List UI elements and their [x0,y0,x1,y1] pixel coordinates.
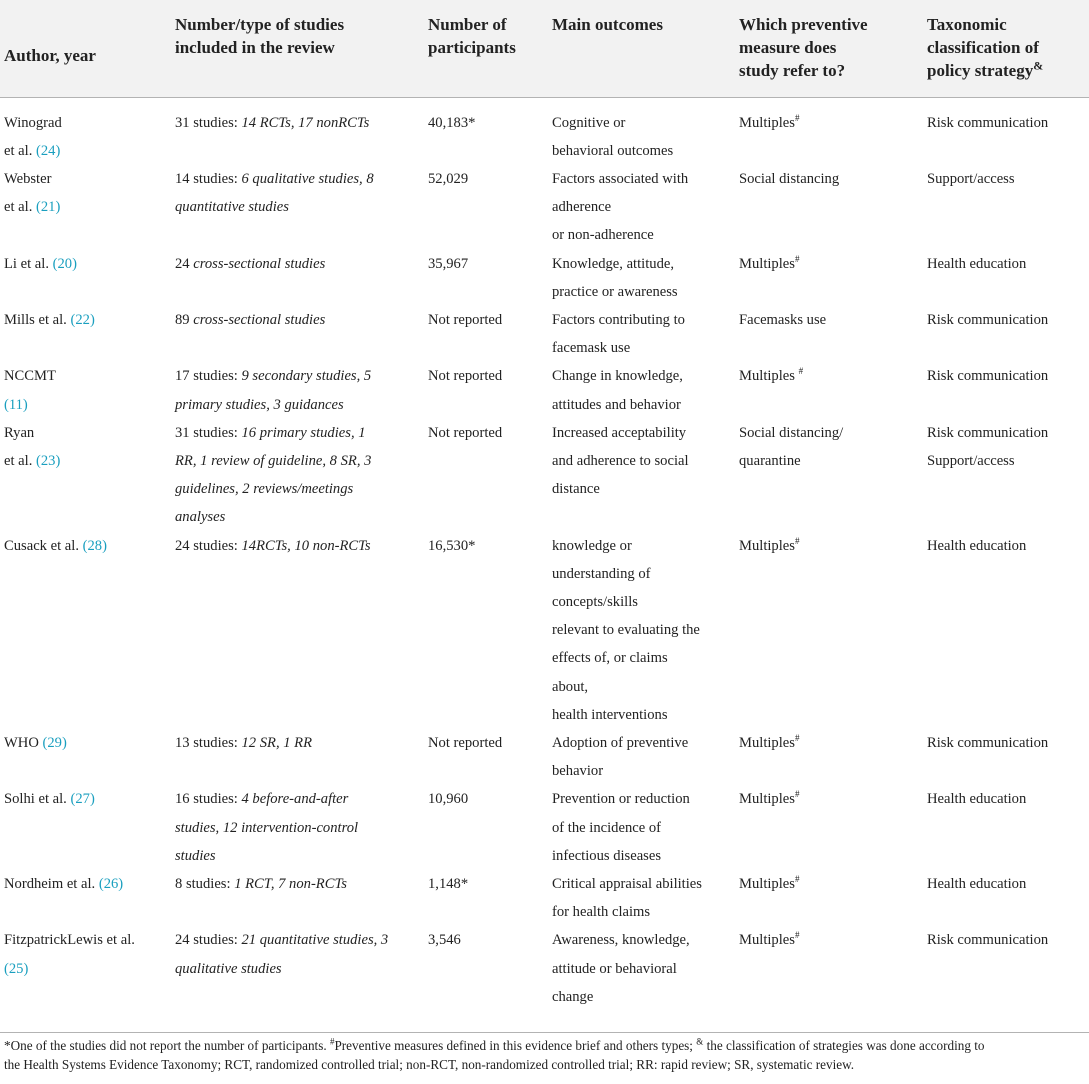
table-footnote: *One of the studies did not report the number of participants. #Preventive measures defined in this evidence brief and others types; & the classification of strategies was done according to the Health Systems Evidence Taxonomy; RCT, randomized controlled trial; non-RCT, non-randomized controlled trial; RR: rapid review; SR, systematic review. [4,1036,985,1072]
studies-count: 24 studies: [175,537,242,554]
studies-count: 31 studies: [175,114,242,131]
cell-studies [171,729,424,785]
studies-types: guidelines, 2 reviews/meetings [175,481,354,498]
table-row [0,165,1089,250]
measure-footnote-mark: # [794,874,800,885]
header-row [0,0,1089,97]
measure-footnote-mark: # [794,535,800,546]
studies-types: 9 secondary studies, 5 [241,368,372,385]
cell-author [0,165,171,250]
outcome-line: practice or awareness [552,283,678,300]
outcome-line: adherence [552,199,612,216]
cell-participants: Not reported [428,311,503,328]
measure-text: Social distancing [739,170,840,187]
taxonomy-line: Risk communication [927,311,1049,328]
cell-participants: 52,029 [428,170,469,187]
cell-studies [171,870,424,926]
outcome-line: Critical appraisal abilities [552,875,702,892]
cell-studies [171,306,424,362]
author-text: Winograd [4,114,62,131]
table-row [0,870,1089,926]
cell-studies [171,532,424,729]
cell-author [0,870,171,926]
cell-outcomes [548,306,735,362]
studies-types: RR, 1 review of guideline, 8 SR, 3 [175,452,372,469]
outcome-line: effects of, or claims [552,650,668,667]
table-row [0,250,1089,306]
cell-taxonomy [923,362,1089,418]
table-row [0,785,1089,870]
cell-participants: 40,183* [428,114,476,131]
cell-outcomes [548,532,735,729]
outcome-line: Knowledge, attitude, [552,255,674,272]
cell-participants: Not reported [428,424,503,441]
studies-count: 24 [175,255,194,272]
measure-footnote-mark: # [794,733,800,744]
author-text: Mills et al. [4,311,71,328]
cell-outcomes [548,785,735,870]
measure-text: Multiples [739,255,795,272]
cell-taxonomy [923,729,1089,785]
studies-types: analyses [175,509,226,526]
taxonomy-line: Risk communication [927,424,1049,441]
cell-author [0,250,171,306]
header-studies: Number/type of studies included in the review [171,0,424,97]
measure-text: Multiples [739,791,795,808]
measure-text: Multiples [739,537,795,554]
outcome-line: Increased acceptability [552,424,687,441]
cell-taxonomy [923,165,1089,250]
outcome-line: Prevention or reduction [552,791,690,808]
taxonomy-line: Health education [927,875,1027,892]
author-text: et al. [4,142,37,159]
outcome-line: facemask use [552,340,631,357]
outcome-line: change [552,988,594,1005]
cell-measure [735,362,923,418]
author-text: Cusack et al. [4,537,83,554]
cell-author [0,926,171,1017]
measure-text: Facemasks use [739,311,827,328]
table-row [0,926,1089,1017]
taxonomy-line: Support/access [927,452,1015,469]
studies-types: 1 RCT, 7 non-RCTs [234,875,347,892]
reference-link[interactable]: (26) [98,875,124,892]
studies-types: cross-sectional studies [193,255,326,272]
outcome-line: behavioral outcomes [552,142,674,159]
cell-participants: 35,967 [428,255,469,272]
measure-footnote-mark: # [794,253,800,264]
measure-text: Multiples [739,114,795,131]
outcome-line: Adoption of preventive [552,734,689,751]
author-text: WHO [4,734,43,751]
studies-types: studies [175,847,216,864]
measure-line: Social distancing/ [739,424,844,441]
studies-types: studies, 12 intervention-control [175,819,359,836]
taxonomy-line: Support/access [927,170,1015,187]
cell-taxonomy [923,97,1089,165]
studies-types: 6 qualitative studies, 8 [241,170,374,187]
cell-author [0,729,171,785]
cell-outcomes [548,419,735,532]
outcome-line: Factors contributing to [552,311,685,328]
cell-measure [735,729,923,785]
studies-count: 17 studies: [175,368,242,385]
cell-measure [735,870,923,926]
reference-link[interactable]: (27) [70,791,95,808]
outcome-line: relevant to evaluating the [552,622,700,639]
outcome-line: about, [552,678,589,695]
cell-outcomes [548,165,735,250]
studies-count: 16 studies: [175,791,242,808]
taxonomy-line: Health education [927,255,1027,272]
cell-author [0,785,171,870]
outcome-line: of the incidence of [552,819,661,836]
outcome-line: Awareness, knowledge, [552,932,690,949]
outcome-line: and adherence to social [552,452,689,469]
outcome-line: health interventions [552,706,668,723]
cell-outcomes [548,250,735,306]
measure-footnote-mark: # [794,930,800,941]
author-text: Webster [4,170,52,187]
author-text: FitzpatrickLewis et al. [4,932,135,949]
cell-author [0,419,171,532]
reference-link[interactable]: (29) [42,734,67,751]
reference-link[interactable]: (22) [70,311,95,328]
studies-count: 13 studies: [175,734,242,751]
author-text: NCCMT [4,368,56,385]
cell-measure [735,306,923,362]
header-author: Author, year [0,0,171,97]
cell-measure [735,532,923,729]
taxonomy-line: Health education [927,537,1027,554]
cell-outcomes [548,97,735,165]
outcome-line: or non-adherence [552,227,654,244]
reference-link[interactable]: (11) [4,396,28,413]
studies-count: 31 studies: [175,424,242,441]
reference-link[interactable]: (20) [52,255,77,272]
outcome-line: knowledge or [552,537,632,554]
taxonomy-line: Risk communication [927,114,1049,131]
studies-count: 8 studies: [175,875,235,892]
studies-count: 14 studies: [175,170,242,187]
cell-taxonomy [923,419,1089,532]
cell-studies [171,250,424,306]
measure-text: Multiples [739,368,799,385]
studies-types: 4 before-and-after [241,791,349,808]
outcome-line: attitudes and behavior [552,396,681,413]
author-text: Li et al. [4,255,53,272]
taxonomy-line: Health education [927,791,1027,808]
outcome-line: Factors associated with [552,170,689,187]
cell-studies [171,785,424,870]
author-text: et al. [4,199,37,216]
cell-outcomes [548,362,735,418]
taxonomy-line: Risk communication [927,734,1049,751]
measure-footnote-mark: # [798,366,804,377]
header-taxonomy: Taxonomic classification of policy strategy& [923,0,1089,97]
cell-outcomes [548,870,735,926]
author-text: Solhi et al. [4,791,71,808]
cell-measure [735,926,923,1017]
cell-taxonomy [923,785,1089,870]
outcome-line: attitude or behavioral [552,960,677,977]
table-row [0,729,1089,785]
cell-author [0,306,171,362]
header-outcomes: Main outcomes [548,0,735,97]
cell-author [0,97,171,165]
outcome-line: infectious diseases [552,847,662,864]
table-row [0,532,1089,729]
outcome-line: understanding of [552,565,651,582]
outcome-line: for health claims [552,904,651,921]
cell-outcomes [548,729,735,785]
table-row [0,306,1089,362]
studies-types: quantitative studies [175,199,289,216]
table-row [0,97,1089,165]
measure-line: quarantine [739,452,801,469]
studies-types: 16 primary studies, 1 [241,424,366,441]
author-text: Nordheim et al. [4,875,99,892]
studies-count: 89 [175,311,194,328]
studies-types: 14RCTs, 10 non-RCTs [241,537,371,554]
cell-taxonomy [923,926,1089,1017]
table-row [0,362,1089,418]
cell-taxonomy [923,532,1089,729]
reference-link[interactable]: (24) [36,142,61,159]
cell-participants: 3,546 [428,932,461,949]
header-participants: Number of participants [424,0,548,97]
cell-measure [735,419,923,532]
studies-types: qualitative studies [175,960,282,977]
studies-types: 21 quantitative studies, 3 [241,932,389,949]
measure-footnote-mark: # [794,789,800,800]
cell-taxonomy [923,870,1089,926]
taxonomy-line: Risk communication [927,932,1049,949]
outcome-line: distance [552,481,600,498]
cell-studies [171,165,424,250]
measure-text: Multiples [739,932,795,949]
cell-participants: 1,148* [428,875,469,892]
author-text: et al. [4,452,37,469]
cell-studies [171,97,424,165]
reference-link[interactable]: (23) [36,452,61,469]
studies-count: 24 studies: [175,932,242,949]
cell-participants: 16,530* [428,537,476,554]
measure-text: Multiples [739,875,795,892]
header-measure: Which preventive measure does study refer to? [735,0,923,97]
studies-types: primary studies, 3 guidances [175,396,344,413]
outcome-line: Cognitive or [552,114,626,131]
cell-studies [171,926,424,1017]
outcome-line: behavior [552,763,604,780]
reference-link[interactable]: (28) [82,537,107,554]
cell-participants: Not reported [428,734,503,751]
cell-outcomes [548,926,735,1017]
cell-studies [171,362,424,418]
cell-taxonomy [923,306,1089,362]
studies-types: cross-sectional studies [193,311,326,328]
taxonomy-line: Risk communication [927,368,1049,385]
reference-link[interactable]: (21) [36,199,61,216]
cell-taxonomy [923,250,1089,306]
cell-author [0,362,171,418]
author-text: Ryan [4,424,35,441]
outcome-line: concepts/skills [552,593,638,610]
measure-footnote-mark: # [794,112,800,123]
cell-measure [735,97,923,165]
cell-measure [735,785,923,870]
reference-link[interactable]: (25) [4,960,29,977]
cell-participants: Not reported [428,368,503,385]
cell-measure [735,250,923,306]
cell-participants: 10,960 [428,791,469,808]
cell-measure [735,165,923,250]
measure-text: Multiples [739,734,795,751]
table-row [0,419,1089,532]
outcome-line: Change in knowledge, [552,368,683,385]
studies-types: 12 SR, 1 RR [241,734,313,751]
bottom-rule [0,1032,1089,1033]
cell-author [0,532,171,729]
studies-types: 14 RCTs, 17 nonRCTs [241,114,370,131]
cell-studies [171,419,424,532]
